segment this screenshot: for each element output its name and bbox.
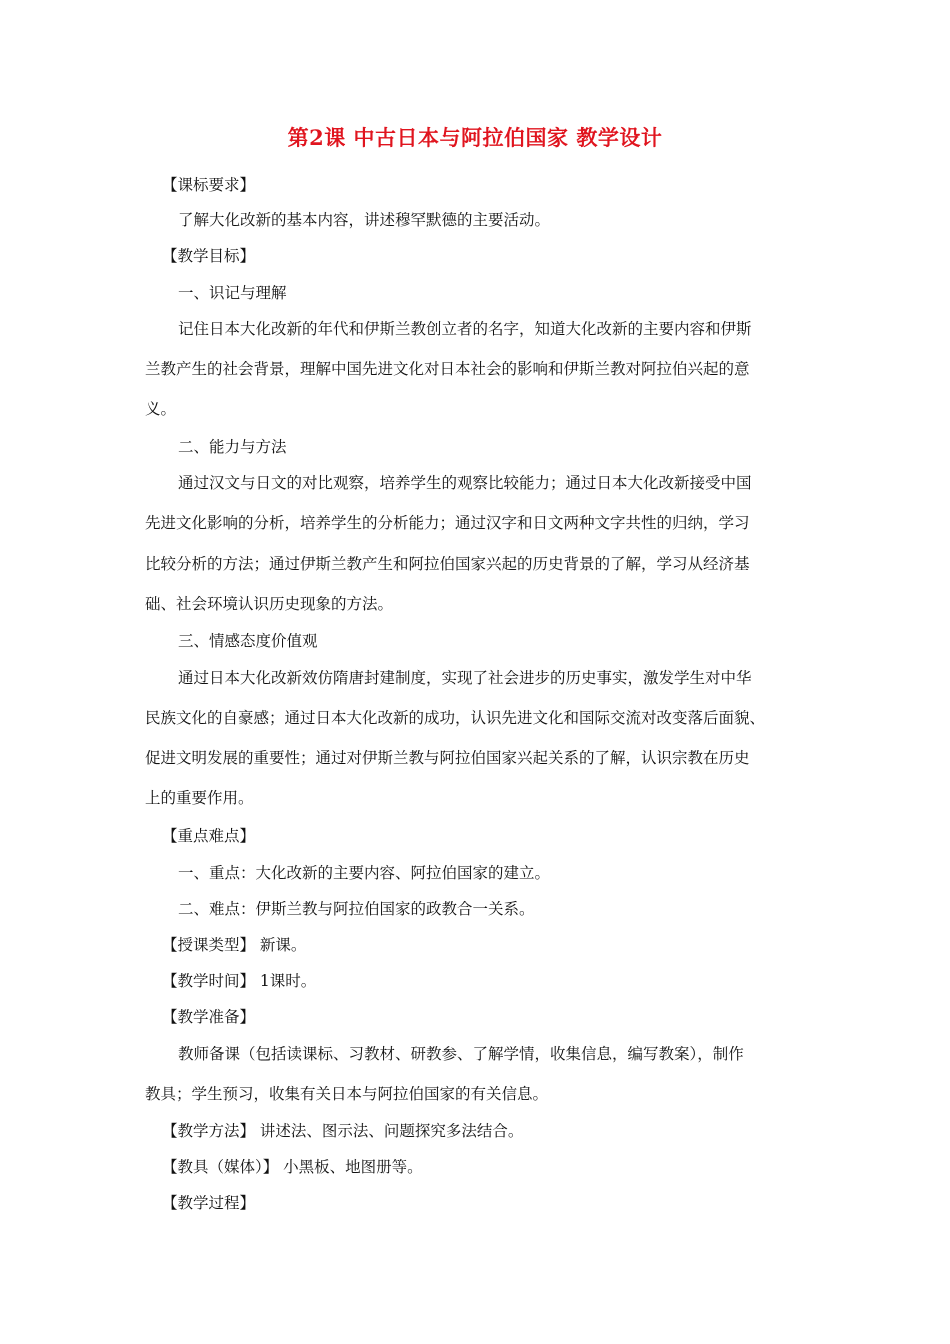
prep-line: 教师备课（包括读课标、习教材、研教参、了解学情，收集信息，编写教案），制作 xyxy=(178,1045,744,1063)
section-prep-heading: 【教学准备】 xyxy=(162,1008,256,1026)
lesson-time: 【教学时间】 1课时。 xyxy=(162,972,317,990)
goal2-heading: 二、能力与方法 xyxy=(178,438,287,456)
teaching-method: 【教学方法】 讲述法、图示法、问题探究多法结合。 xyxy=(162,1122,524,1140)
section-key-heading: 【重点难点】 xyxy=(162,827,256,845)
goal2-line: 通过汉文与日文的对比观察，培养学生的观察比较能力；通过日本大化改新接受中国 xyxy=(178,474,752,492)
goal3-line: 促进文明发展的重要性；通过对伊斯兰教与阿拉伯国家兴起关系的了解，认识宗教在历史 xyxy=(145,749,750,767)
goal1-heading: 一、识记与理解 xyxy=(178,284,287,302)
curriculum-text: 了解大化改新的基本内容，讲述穆罕默德的主要活动。 xyxy=(178,211,551,229)
teaching-media: 【教具（媒体）】 小黑板、地图册等。 xyxy=(162,1158,423,1176)
difficult-point: 二、难点：伊斯兰教与阿拉伯国家的政教合一关系。 xyxy=(178,900,535,918)
goal3-heading: 三、情感态度价值观 xyxy=(178,632,318,650)
goal1-line: 兰教产生的社会背景，理解中国先进文化对日本社会的影响和伊斯兰教对阿拉伯兴起的意 xyxy=(145,360,750,378)
goal2-line: 比较分析的方法；通过伊斯兰教产生和阿拉伯国家兴起的历史背景的了解，学习从经济基 xyxy=(145,555,750,573)
section-process-heading: 【教学过程】 xyxy=(162,1194,256,1212)
goal1-line: 义。 xyxy=(145,400,177,418)
goal3-line: 上的重要作用。 xyxy=(145,789,254,807)
goal2-line: 础、社会环境认识历史现象的方法。 xyxy=(145,595,394,613)
section-goals-heading: 【教学目标】 xyxy=(162,247,256,265)
goal2-line: 先进文化影响的分析，培养学生的分析能力；通过汉字和日文两种文字共性的归纳，学习 xyxy=(145,514,750,532)
lesson-type: 【授课类型】 新课。 xyxy=(162,936,307,954)
goal1-line: 记住日本大化改新的年代和伊斯兰教创立者的名字，知道大化改新的主要内容和伊斯 xyxy=(178,320,752,338)
prep-line: 教具；学生预习，收集有关日本与阿拉伯国家的有关信息。 xyxy=(145,1085,549,1103)
section-curriculum-heading: 【课标要求】 xyxy=(162,176,256,194)
goal3-line: 民族文化的自豪感；通过日本大化改新的成功，认识先进文化和国际交流对改变落后面貌、 xyxy=(145,709,766,727)
page-title: 第2课 中古日本与阿拉伯国家 教学设计 xyxy=(287,125,663,150)
goal3-line: 通过日本大化改新效仿隋唐封建制度，实现了社会进步的历史事实，激发学生对中华 xyxy=(178,669,752,687)
key-point: 一、重点：大化改新的主要内容、阿拉伯国家的建立。 xyxy=(178,864,551,882)
